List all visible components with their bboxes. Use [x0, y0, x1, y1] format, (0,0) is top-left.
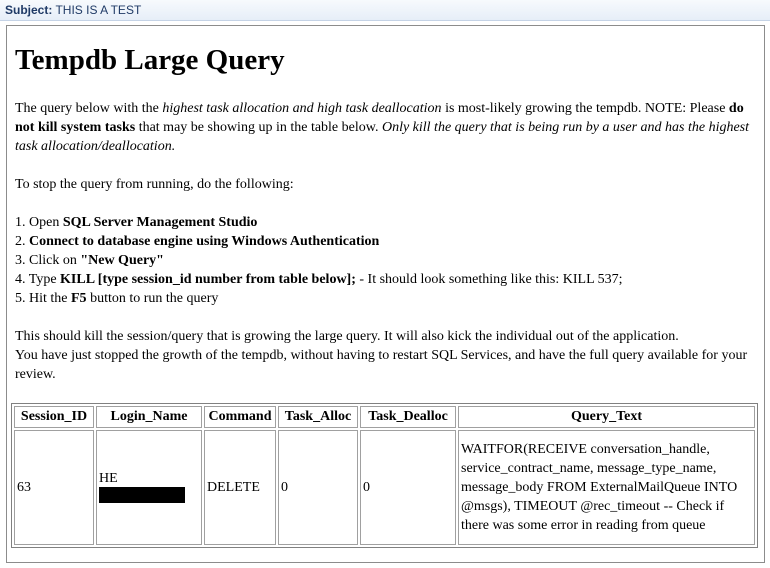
results-table — [11, 403, 758, 548]
subject-bar — [0, 0, 770, 21]
step-3-prefix: 3. Click on — [15, 253, 81, 268]
cell-login-name — [96, 430, 202, 545]
table-row — [14, 430, 755, 545]
step-5-bold: F5 — [71, 291, 87, 306]
subject-value: THIS IS A TEST — [55, 3, 142, 17]
intro-text-2: is most-likely growing the tempdb. NOTE: Please — [441, 101, 729, 116]
cell-query-text: WAITFOR(RECEIVE conversation_handle, service_contract_name, message_type_name, message_body FROM ExternalMailQueue INTO @msgs), TIMEOUT @rec_timeout -- Check if there was some error in reading from queue — [458, 430, 755, 545]
message-content — [15, 26, 760, 384]
intro-text-1: The query below with the — [15, 101, 163, 116]
column-header-command: Command — [204, 406, 276, 428]
step-1-prefix: 1. Open — [15, 215, 63, 230]
cell-session-id: 63 — [14, 430, 94, 545]
step-4-suffix: - It should look something like this: KILL 537; — [355, 272, 623, 287]
stop-instructions-heading: To stop the query from running, do the following: — [15, 177, 294, 192]
step-2-bold: Connect to database engine using Windows Authentication — [29, 234, 380, 249]
cell-task-dealloc: 0 — [360, 430, 456, 545]
intro-warning: do not kill system tasks — [15, 101, 744, 135]
column-header-task-alloc: Task_Alloc — [278, 406, 358, 428]
intro-text-3: that may be showing up in the table below. — [135, 120, 382, 135]
step-4-bold: KILL [type session_id number from table below]; — [60, 272, 356, 287]
column-header-task-dealloc: Task_Dealloc — [360, 406, 456, 428]
cell-task-alloc: 0 — [278, 430, 358, 545]
column-header-session-id: Session_ID — [14, 406, 94, 428]
step-1-bold: SQL Server Management Studio — [62, 215, 258, 230]
outro-line-1: This should kill the session/query that is growing the large query. It will also kick the individual out of the application. — [15, 329, 679, 344]
step-2-prefix: 2. — [15, 234, 29, 249]
page-title: Tempdb Large Query — [15, 44, 285, 76]
outro-paragraph — [15, 327, 760, 384]
subject-label: Subject: — [5, 3, 53, 17]
intro-emphasis-2: Only kill the query that is being run by a user and has the highest task allocation/deallocation. — [15, 120, 750, 154]
step-5-prefix: 5. Hit the — [15, 291, 71, 306]
cell-command: DELETE — [204, 430, 276, 545]
login-name-text: HE — [99, 470, 118, 486]
column-header-login-name: Login_Name — [96, 406, 202, 428]
step-3-bold: "New Query" — [80, 253, 164, 268]
step-5-suffix: button to run the query — [86, 291, 219, 306]
step-4-prefix: 4. Type — [15, 272, 61, 287]
column-header-query-text: Query_Text — [458, 406, 755, 428]
redaction-block — [99, 487, 185, 503]
message-body-frame[interactable] — [6, 25, 765, 563]
table-header-row — [14, 406, 755, 428]
outro-line-2: You have just stopped the growth of the tempdb, without having to restart SQL Services, and have the full query available for your review. — [15, 348, 748, 382]
steps-list — [15, 213, 760, 308]
intro-emphasis-1: highest task allocation and high task deallocation — [162, 101, 442, 116]
intro-paragraph — [15, 99, 760, 156]
